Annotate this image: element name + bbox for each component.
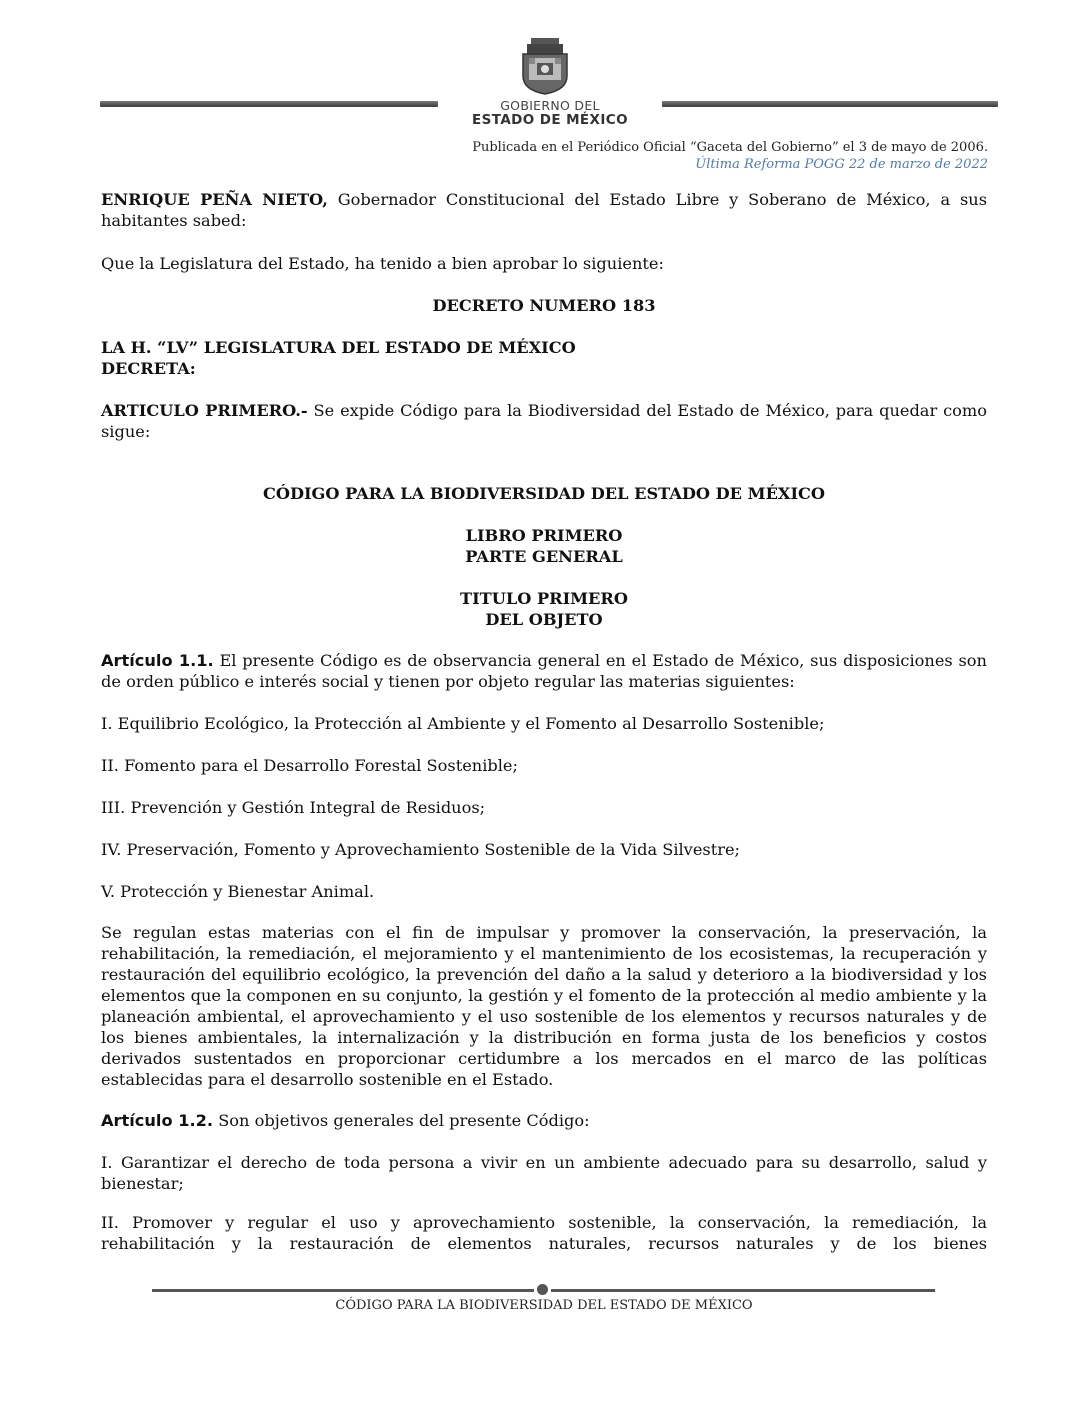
legislature-paragraph: Que la Legislatura del Estado, ha tenido a bien aprobar lo siguiente: [101,254,664,273]
government-name-line2: ESTADO DE MÉXICO [472,112,628,128]
legislature-name: LA H. “LV” LEGISLATURA DEL ESTADO DE MÉXICO [101,338,576,357]
title-heading: TITULO PRIMERO [460,589,628,608]
code-title: CÓDIGO PARA LA BIODIVERSIDAD DEL ESTADO DE MÉXICO [262,484,826,503]
governor-paragraph [101,189,987,231]
governor-text: Gobernador Constitucional del Estado Libre y Soberano de México, a sus habitantes sabed: [101,190,987,230]
book-heading: LIBRO PRIMERO [465,526,623,545]
article-1-2-paragraph [101,1110,987,1131]
footer-title: CÓDIGO PARA LA BIODIVERSIDAD DEL ESTADO DE MÉXICO [335,1298,753,1313]
header-rule-right [662,101,998,107]
article-1-2-text: Son objetivos generales del presente Código: [213,1111,590,1130]
list-item: II. Fomento para el Desarrollo Forestal Sostenible; [101,756,518,775]
article-1-1-closing: Se regulan estas materias con el fin de impulsar y promover la conservación, la preservación, la rehabilitación, la remediación, el mejoramiento y el mantenimiento de los ecosistemas, la recuperación y restauración del equilibrio ecológico, la prevención del daño a la salud y deterioro a la biodiversidad y los elementos que la componen en su conjunto, la gestión y el fomento de la protección al medio ambiente y la planeación ambiental, el aprovechamiento y el uso sostenible de los elementos y recursos naturales y de los bienes ambientales, la internalización y la distribución en forma justa de los beneficios y costos derivados sustentados en proporcionar certidumbre a los mercados en el marco de las políticas establecidas para el desarrollo sostenible en el Estado. [101,923,987,1089]
article-primero-paragraph [101,400,987,442]
government-name-line1: GOBIERNO DEL [500,98,600,113]
footer-rule-right [551,1289,935,1292]
decree-title: DECRETO NUMERO 183 [432,296,656,315]
list-item: I. Equilibrio Ecológico, la Protección al Ambiente y el Fomento al Desarrollo Sostenible; [101,714,825,733]
list-item: IV. Preservación, Fomento y Aprovechamiento Sostenible de la Vida Silvestre; [101,840,740,859]
article-1-2-label: Artículo 1.2. [101,1111,214,1130]
header-rule-left [100,101,438,107]
article-primero-text: Se expide Código para la Biodiversidad del Estado de México, para quedar como sigue: [101,401,987,441]
list-item: III. Prevención y Gestión Integral de Residuos; [101,798,486,817]
article-primero-label: ARTICULO PRIMERO.- [101,401,308,420]
list-item: I. Garantizar el derecho de toda persona a vivir en un ambiente adecuado para su desarrollo, salud y bienestar; [101,1153,987,1193]
footer-rule-left [152,1289,534,1292]
article-1-1-label: Artículo 1.1. [101,651,214,670]
state-coat-of-arms-logo [517,36,573,96]
list-item: II. Promover y regular el uso y aprovechamiento sostenible, la conservación, la remediación, la rehabilitación y la restauración de elementos naturales, recursos naturales y de los bienes [101,1213,987,1253]
list-item: V. Protección y Bienestar Animal. [101,882,375,901]
last-reform-note: Última Reforma POGG 22 de marzo de 2022 [695,157,988,172]
governor-name: ENRIQUE PEÑA NIETO, [101,190,328,209]
title-name-heading: DEL OBJETO [485,610,603,629]
article-1-1-text: El presente Código es de observancia general en el Estado de México, sus disposiciones son de orden público e interés social y tienen por objeto regular las materias siguientes: [101,651,987,691]
publication-note: Publicada en el Periódico Oficial “Gaceta del Gobierno” el 3 de mayo de 2006. [472,140,988,155]
part-heading: PARTE GENERAL [465,547,623,566]
footer-dot [537,1284,548,1295]
decreta-label: DECRETA: [101,359,196,378]
article-1-1-paragraph [101,650,987,692]
